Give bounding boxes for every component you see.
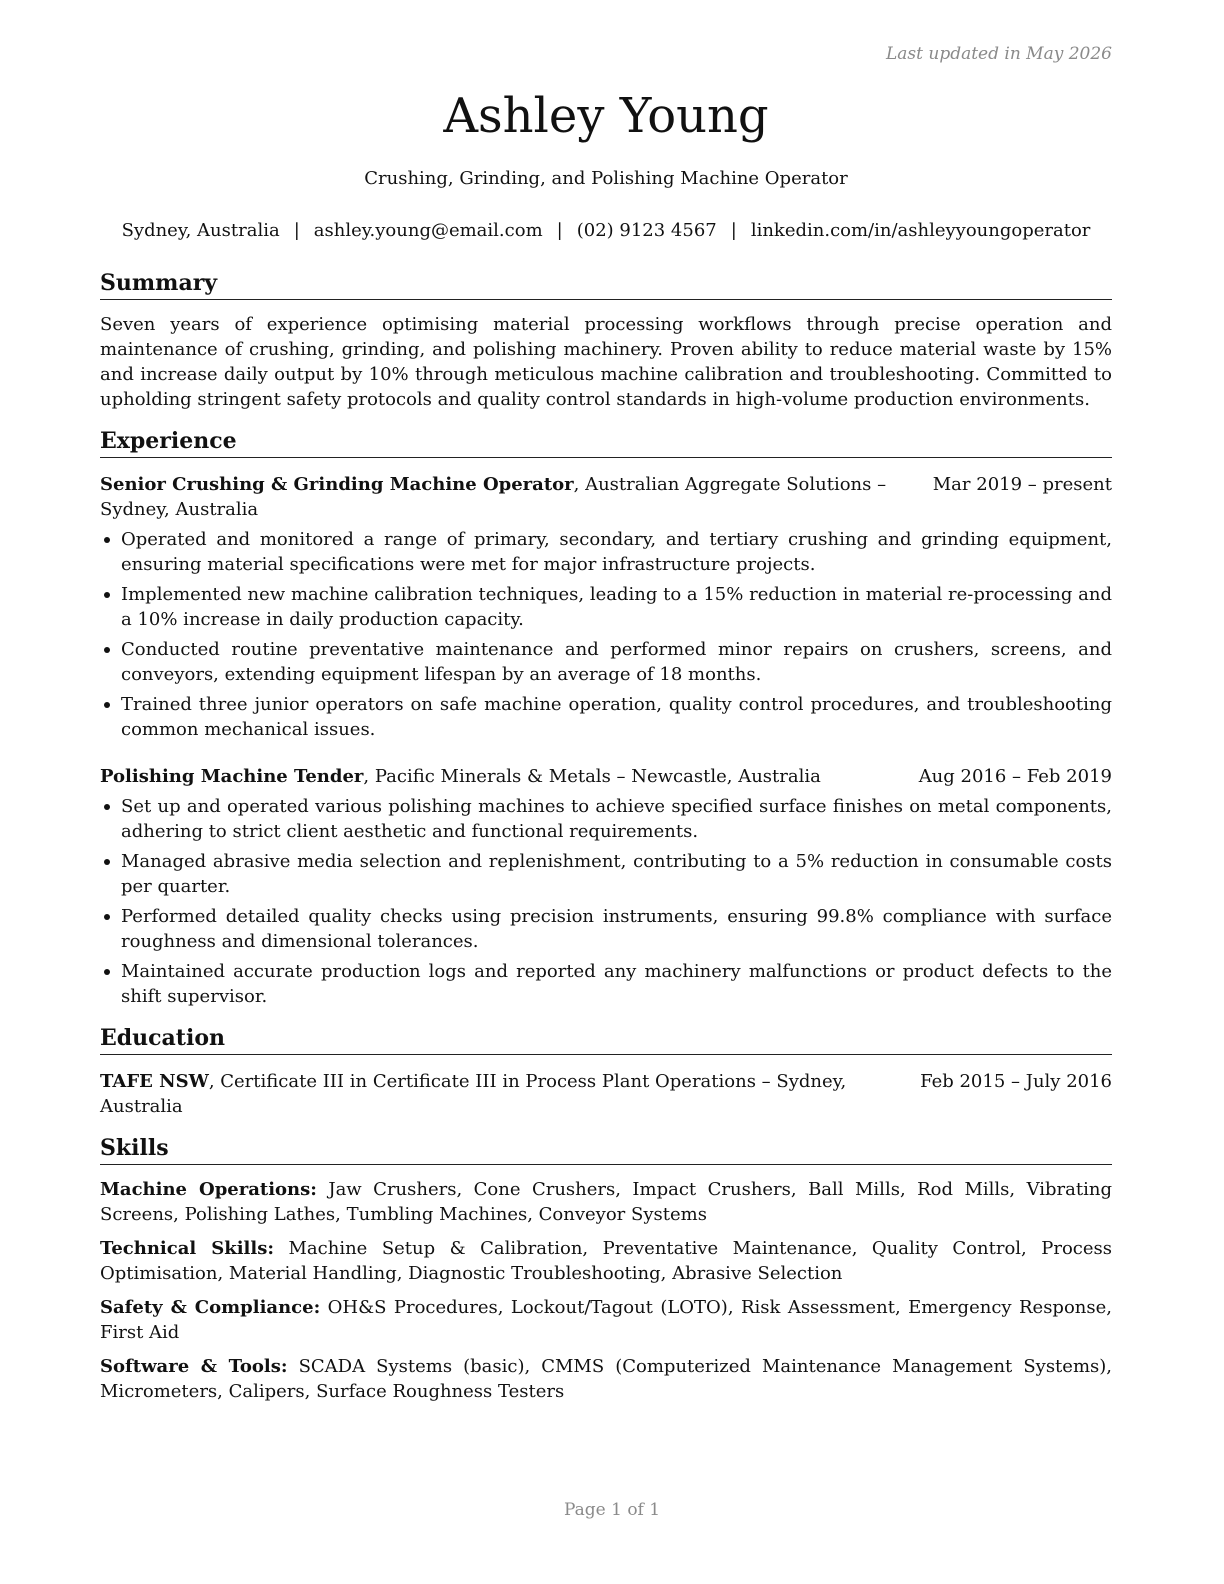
skill-group-label: Technical Skills: xyxy=(100,1238,275,1259)
job-bullets xyxy=(100,527,1112,742)
contact-separator: | xyxy=(556,220,563,241)
skills-section xyxy=(100,1133,1112,1404)
education-section xyxy=(100,1023,1112,1119)
contact-location: Sydney, Australia xyxy=(121,220,280,241)
education-school: TAFE NSW xyxy=(100,1071,209,1092)
contact-linkedin-link[interactable]: linkedin.com/in/ashleyyoungoperator xyxy=(750,220,1091,241)
page-number: Page 1 of 1 xyxy=(563,1500,661,1520)
job-bullet: Trained three junior operators on safe machine operation, quality control procedures, and troubleshooting common mechanical issues. xyxy=(100,692,1112,742)
skill-group xyxy=(100,1295,1112,1345)
job-entry xyxy=(100,472,1112,742)
job-organization: , Pacific Minerals & Metals – Newcastle, Australia xyxy=(363,766,821,787)
skill-group-items: Machine Setup & Calibration, Preventative Maintenance, Quality Control, Process Optimisation, Material Handling, Diagnostic Troubleshooting, Abrasive Selection xyxy=(100,1238,1112,1284)
last-updated-note: Last updated in May 2026 xyxy=(885,44,1112,64)
section-title-skills: Skills xyxy=(100,1133,1112,1165)
job-bullet: Maintained accurate production logs and reported any machinery malfunctions or product defects to the shift supervisor. xyxy=(100,959,1112,1009)
job-bullet: Managed abrasive media selection and replenishment, contributing to a 5% reduction in consumable costs per quarter. xyxy=(100,849,1112,899)
skill-group xyxy=(100,1236,1112,1286)
resume-content xyxy=(100,268,1112,1418)
job-bullet: Performed detailed quality checks using precision instruments, ensuring 99.8% compliance with surface roughness and dimensional tolerances. xyxy=(100,904,1112,954)
contact-line xyxy=(100,218,1112,244)
job-dates: Aug 2016 – Feb 2019 xyxy=(918,766,1112,787)
job-header xyxy=(100,472,1112,522)
education-dates: Feb 2015 – July 2016 xyxy=(920,1071,1112,1092)
education-header xyxy=(100,1069,1112,1119)
candidate-headline: Crushing, Grinding, and Polishing Machine Operator xyxy=(364,168,848,189)
skill-group-label: Machine Operations: xyxy=(100,1179,317,1200)
section-title-summary: Summary xyxy=(100,268,1112,300)
job-dates: Mar 2019 – present xyxy=(932,474,1112,495)
candidate-name: Ashley Young xyxy=(443,88,769,144)
job-bullet: Operated and monitored a range of primary, secondary, and tertiary crushing and grinding equipment, ensuring material specifications were met for major infrastructure projects. xyxy=(100,527,1112,577)
job-bullet: Conducted routine preventative maintenance and performed minor repairs on crushers, screens, and conveyors, extending equipment lifespan by an average of 18 months. xyxy=(100,637,1112,687)
job-header xyxy=(100,764,1112,789)
skill-group-label: Safety & Compliance: xyxy=(100,1297,321,1318)
job-role: Senior Crushing & Grinding Machine Operator xyxy=(100,474,574,495)
skill-group-items: OH&S Procedures, Lockout/Tagout (LOTO), Risk Assessment, Emergency Response, First Aid xyxy=(100,1297,1112,1343)
job-bullet: Implemented new machine calibration techniques, leading to a 15% reduction in material re-processing and a 10% increase in daily production capacity. xyxy=(100,582,1112,632)
skill-group-items: Jaw Crushers, Cone Crushers, Impact Crushers, Ball Mills, Rod Mills, Vibrating Screens, Polishing Lathes, Tumbling Machines, Conveyor Systems xyxy=(100,1179,1112,1225)
section-title-education: Education xyxy=(100,1023,1112,1055)
skill-group-label: Software & Tools: xyxy=(100,1356,288,1377)
summary-section xyxy=(100,268,1112,412)
job-bullets xyxy=(100,794,1112,1009)
summary-text: Seven years of experience optimising material processing workflows through precise operation and maintenance of crushing, grinding, and polishing machinery. Proven ability to reduce material waste by 15% and increase daily output by 10% through meticulous machine calibration and troubleshooting. Committed to upholding stringent safety protocols and quality control standards in high-volume production environments. xyxy=(100,314,1112,410)
education-entry xyxy=(100,1069,1112,1119)
job-bullet: Set up and operated various polishing machines to achieve specified surface finishes on metal components, adhering to strict client aesthetic and functional requirements. xyxy=(100,794,1112,844)
skill-group xyxy=(100,1177,1112,1227)
experience-section xyxy=(100,426,1112,1009)
contact-separator: | xyxy=(730,220,737,241)
contact-separator: | xyxy=(293,220,300,241)
job-role: Polishing Machine Tender xyxy=(100,766,364,787)
contact-phone: (02) 9123 4567 xyxy=(576,220,717,241)
section-title-experience: Experience xyxy=(100,426,1112,458)
contact-email-link[interactable]: ashley.young@email.com xyxy=(313,220,543,241)
job-entry xyxy=(100,764,1112,1009)
skill-group xyxy=(100,1354,1112,1404)
education-detail: , Certificate III in Certificate III in Process Plant Operations – Sydney, Australia xyxy=(100,1071,847,1117)
job-organization: , Australian Aggregate Solutions – Sydney, Australia xyxy=(100,474,887,520)
skill-group-items: SCADA Systems (basic), CMMS (Computerized Maintenance Management Systems), Micrometers, Calipers, Surface Roughness Testers xyxy=(100,1356,1112,1402)
